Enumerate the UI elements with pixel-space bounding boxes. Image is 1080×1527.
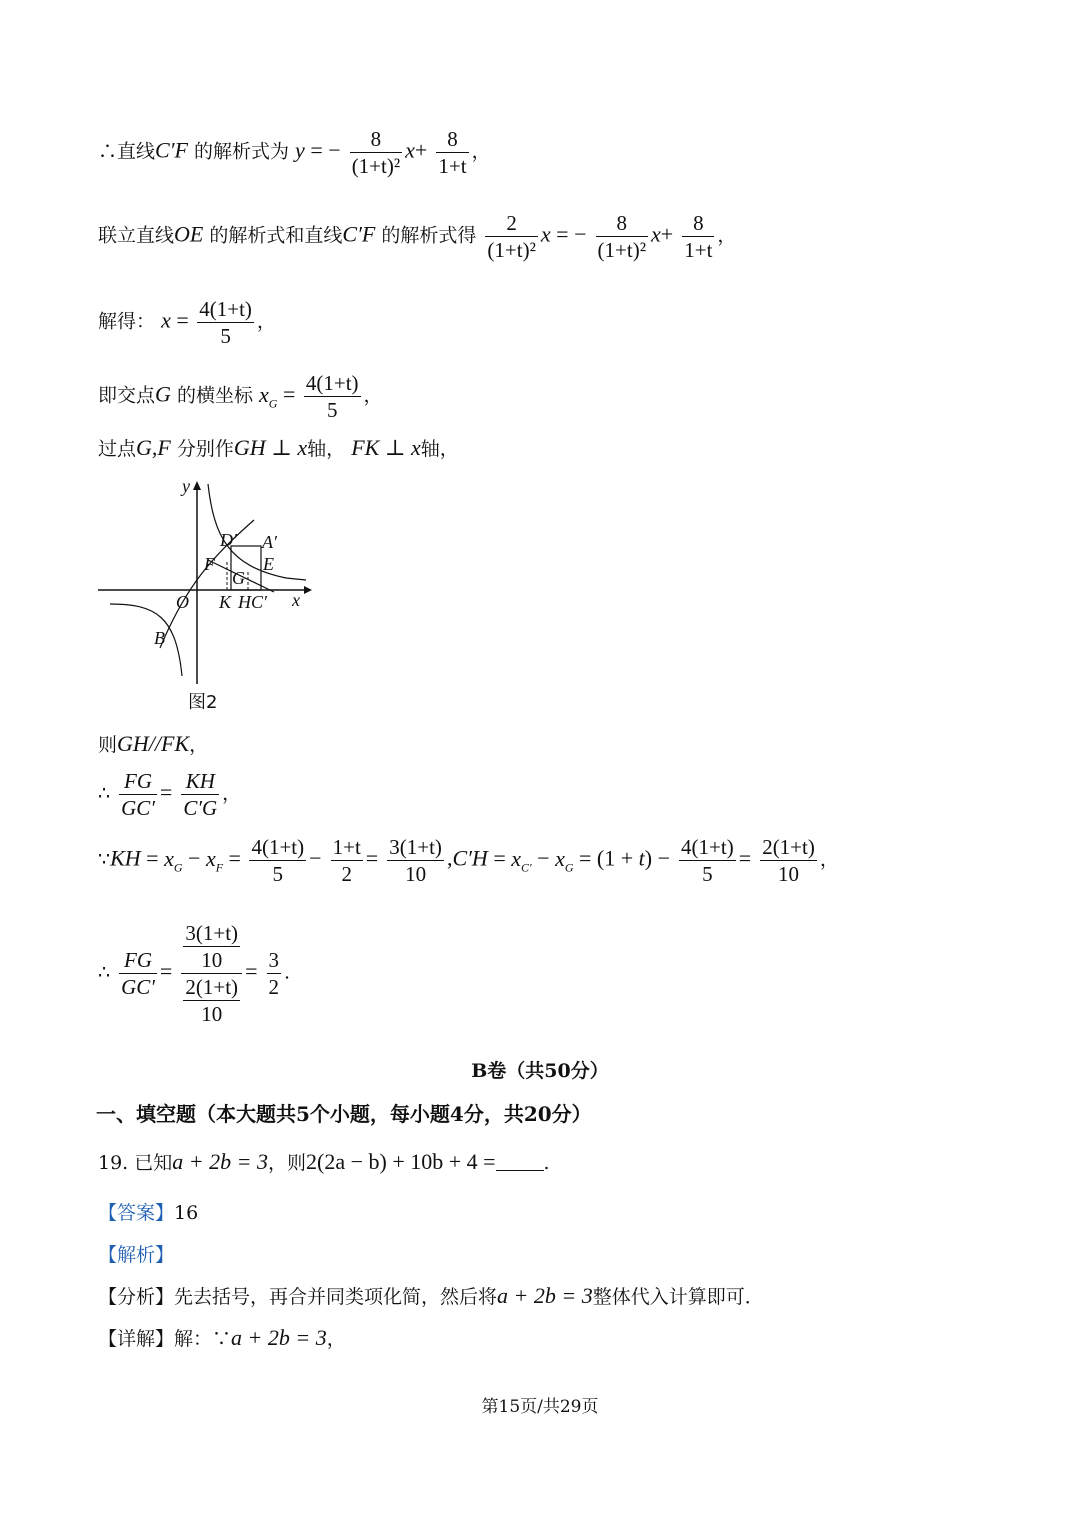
math-var: GH ⊥ x [233,435,308,460]
label-g: G [232,568,245,588]
math: 2(2a − b) + 10b + 4 = [306,1149,496,1174]
label-e: E [263,554,274,574]
math: a + 2b = 3 [497,1283,593,1308]
text: 先去括号，再合并同类项化简，然后将 [174,1286,498,1308]
label-x: x [292,590,300,610]
solution-line-6 [98,730,208,757]
solution-line-1: ∴直线C′F 的解析式为 y = − $\frac{8}{\text{(1+t)²}}$ x+ $\frac{8}{1+t}$ ， [98,127,491,178]
label-o: O [176,592,189,612]
math-var: C′F [155,137,188,163]
fraction: $\frac{8}{1+t}$ [684,211,713,262]
x-axis-arrow [304,586,312,594]
question-number: 19. [98,1152,129,1174]
complex-fraction: $\frac{\frac{3(1+t)}{10}}{\frac{2(1+t)}{10}}$ [181,920,242,1027]
analysis-label: 【解析】 [98,1244,175,1266]
fraction: $\frac{3}{2}$ [268,948,280,999]
fraction: $\frac{KH}{C'G}$ [183,769,218,820]
fraction: $\frac{4(1+t)}{5}$ [305,371,359,422]
label-b: B [154,628,165,648]
text: 的解析式为 [187,140,289,163]
xiangjie-line [98,1324,346,1351]
fenxi-line [98,1282,764,1309]
solution-line-4: 即交点G 的横坐标 $x_G$ = $\frac{4(1+t)}{5}$ ， [98,371,383,422]
fraction: $\frac{2(1+t)}{10}$ [762,835,815,886]
math-var: FK ⊥ x [351,435,421,460]
answer-label: 【答案】 [98,1202,175,1224]
figure-2 [96,476,336,721]
figure-caption: 图2 [188,692,218,713]
answer-blank [496,1152,544,1171]
label-y: y [182,476,190,496]
label-d: D′ [220,530,237,550]
label-k: K [219,592,232,612]
solution-line-8: ∵KH = $x_G - x_F$ = $\frac{4(1+t)}{5}$ − $\frac{1+t}{2}$ = $\frac{3(1+t)}{10}$ $,C'H = x_{C'} - x_G = (1 + t)$ − $\frac{4(1+t)}{5}$ = $\frac{2(1+t)}{10}$ ， [98,835,839,886]
fraction: $\frac{8}{\text{(1+t)²}}$ [351,127,401,178]
fraction: $\frac{8}{1+t}$ [438,127,467,178]
text: 轴， [307,438,346,460]
label-a: A′ [262,532,277,552]
solution-line-2: 联立直线OE 的解析式和直线C′F 的解析式得 $\frac{2}{\text{(1+t)²}}$ x = − $\frac{8}{\text{(1+t)²}}$ x+ $\frac{8}{1+t}$ ， [98,211,737,262]
text: 解得： [98,310,156,333]
section-title: B卷（共50分） [471,1060,609,1082]
text: ，则 [267,1152,306,1174]
text: 解：∵ [174,1328,232,1350]
math-var: G,F [136,435,171,460]
answer-value: 16 [174,1202,199,1224]
solution-line-5 [98,434,459,461]
math-var: OE [174,221,204,247]
text: . [543,1152,550,1174]
fraction: $\frac{3(1+t)}{10}$ [389,835,442,886]
solution-line-7: ∴ $\frac{FG}{GC'}$ = $\frac{KH}{C'G}$ ， [98,769,242,820]
text: ， [326,1328,346,1350]
text: 的解析式得 [375,224,477,247]
text: 则 [98,734,118,756]
math: a + 2b = 3 [172,1149,268,1174]
text: 即交点 [98,384,156,407]
hyperbola-branch-2 [110,604,182,676]
text: 联立直线 [98,224,175,247]
math: y [295,137,305,163]
text: 已知 [134,1152,173,1174]
page-footer: 第15页/共29页 [481,1397,599,1417]
answer-line [98,1198,198,1225]
text: 轴， [420,438,459,460]
solution-line-3: 解得： x = $\frac{4(1+t)}{5}$ ， [98,297,276,348]
text: ， [189,734,209,756]
math: a + 2b = 3 [231,1325,327,1350]
question-19 [98,1148,550,1175]
fraction: $\frac{4(1+t)}{5}$ [681,835,734,886]
fraction: $\frac{1+t}{2}$ [332,835,361,886]
text: 的解析式和直线 [203,224,343,247]
math-var: GH//FK [117,731,190,756]
text: 的横坐标 [170,384,253,407]
part-heading: 一、填空题（本大题共5个小题，每小题4分，共20分） [96,1102,592,1126]
text: 分别作 [170,438,234,460]
math-var: G [155,381,171,407]
fraction: $\frac{4(1+t)}{5}$ [251,835,305,886]
solution-line-9: ∴ $\frac{FG}{GC'}$ = $\frac{\frac{3(1+t)}{10}}{\frac{2(1+t)}{10}}$ = $\frac{3}{2}$ . [98,921,291,1026]
fraction: $\frac{FG}{GC'}$ [121,948,155,999]
label-hc: HC′ [238,592,267,612]
fraction: $\frac{FG}{GC'}$ [121,769,155,820]
label-f: F [204,554,215,574]
text: ∴直线 [98,140,156,163]
xiangjie-label: 【详解】 [98,1328,175,1350]
fraction: $\frac{4(1+t)}{5}$ [199,297,252,348]
fraction: $\frac{8}{\text{(1+t)²}}$ [597,211,646,262]
math-var: C′F [342,221,376,247]
fraction: $\frac{2}{\text{(1+t)²}}$ [487,211,536,262]
text: 整体代入计算即可． [592,1286,764,1308]
text: 过点 [98,438,137,460]
y-axis-arrow [193,481,201,490]
fenxi-label: 【分析】 [98,1286,175,1308]
